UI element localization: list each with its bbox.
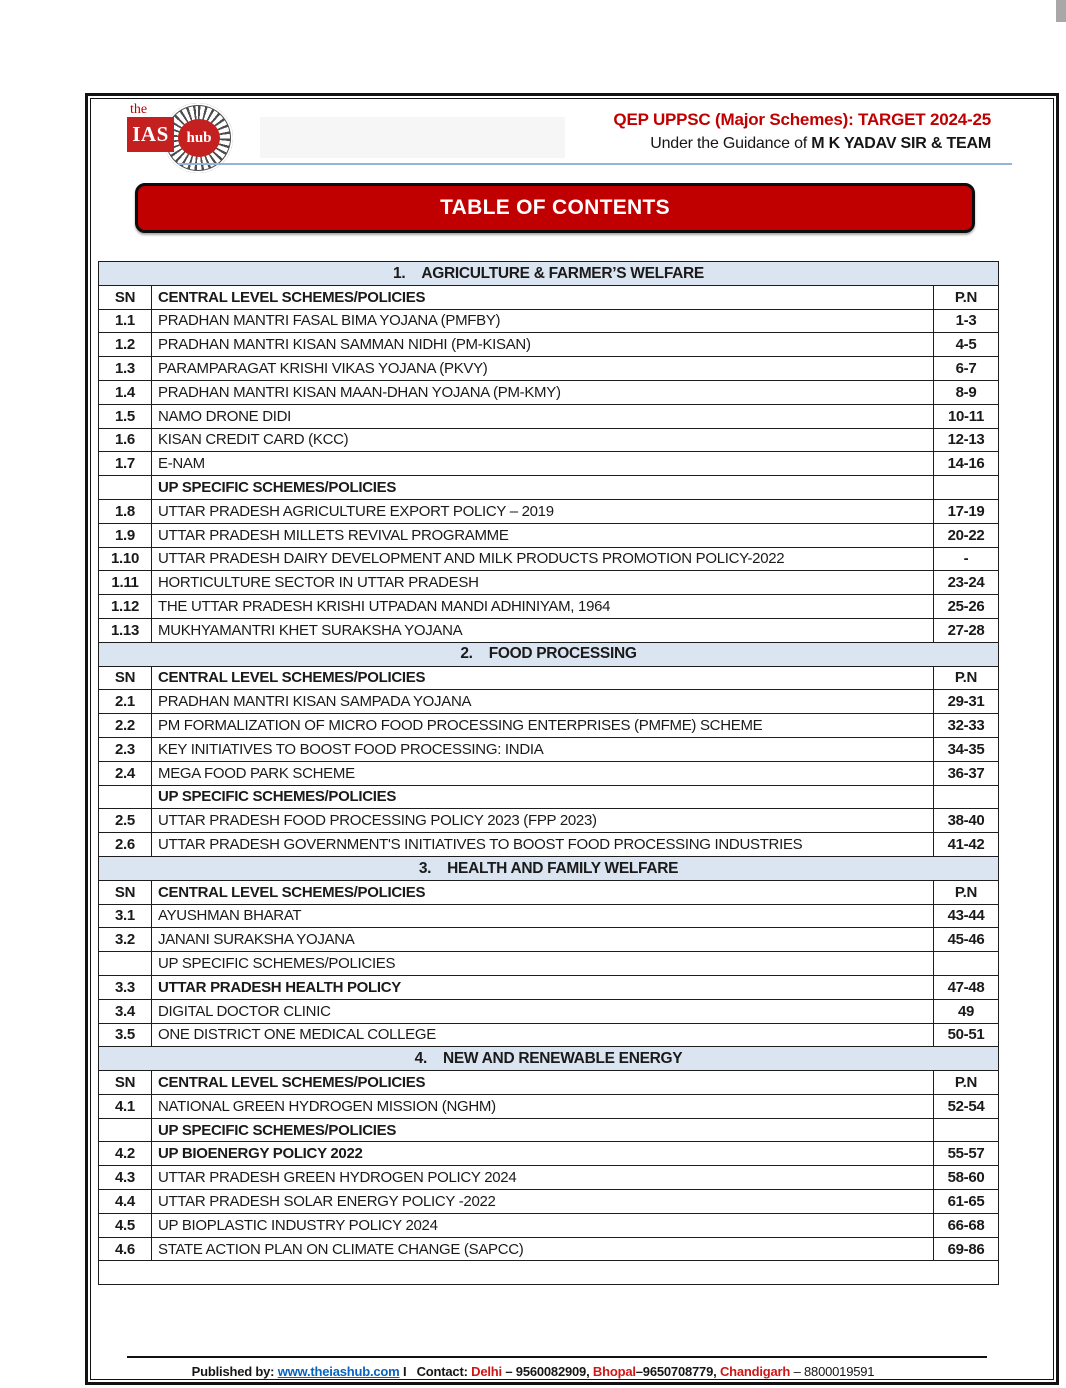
pn-cell: 50-51 <box>934 1023 999 1047</box>
toc-row <box>99 1094 999 1118</box>
pn-column-header: P.N <box>934 880 999 904</box>
sn-cell: 1.8 <box>99 499 152 523</box>
scheme-cell: PRADHAN MANTRI KISAN MAAN-DHAN YOJANA (PM-KMY) <box>152 380 934 404</box>
toc-row <box>99 714 999 738</box>
subheader-row <box>99 952 999 976</box>
section-title-cell <box>99 642 999 666</box>
section-title: AGRICULTURE & FARMER’S WELFARE <box>421 264 704 282</box>
toc-table <box>98 261 999 1285</box>
section-number: 1. <box>393 264 406 282</box>
scheme-cell: KEY INITIATIVES TO BOOST FOOD PROCESSING: INDIA <box>152 737 934 761</box>
footer-text-run: I <box>399 1364 410 1379</box>
section-title-cell <box>99 856 999 880</box>
empty-bottom-cell <box>99 1261 999 1285</box>
pn-cell: 27-28 <box>934 618 999 642</box>
scheme-cell: UTTAR PRADESH GREEN HYDROGEN POLICY 2024 <box>152 1166 934 1190</box>
sn-cell: 1.9 <box>99 523 152 547</box>
column-header-row <box>99 285 999 309</box>
scheme-column-header: CENTRAL LEVEL SCHEMES/POLICIES <box>152 666 934 690</box>
column-header-row <box>99 666 999 690</box>
course-title: QEP UPPSC (Major Schemes): TARGET 2024-25 <box>613 110 991 129</box>
toc-banner-title: TABLE OF CONTENTS <box>440 196 670 219</box>
toc-row <box>99 428 999 452</box>
header-shaded-cell <box>260 117 565 158</box>
toc-row <box>99 380 999 404</box>
toc-row <box>99 523 999 547</box>
subheader-row <box>99 785 999 809</box>
toc-row <box>99 928 999 952</box>
section-number: 3. <box>418 859 432 877</box>
section-header-row <box>99 1047 999 1071</box>
section-header-row <box>99 856 999 880</box>
scheme-column-header: CENTRAL LEVEL SCHEMES/POLICIES <box>152 285 934 309</box>
toc-row <box>99 499 999 523</box>
pn-cell: 55-57 <box>934 1142 999 1166</box>
scheme-cell: JANANI SURAKSHA YOJANA <box>152 928 934 952</box>
toc-row <box>99 309 999 333</box>
toc-row <box>99 761 999 785</box>
pn-cell: 45-46 <box>934 928 999 952</box>
logo-ias-box: IAS <box>127 117 174 152</box>
footer-city-label: Delhi <box>471 1364 506 1379</box>
scheme-cell: UP SPECIFIC SCHEMES/POLICIES <box>152 1118 934 1142</box>
sn-cell <box>99 952 152 976</box>
sn-cell: 4.2 <box>99 1142 152 1166</box>
footer-text-run: Contact: <box>409 1364 472 1379</box>
column-header-row <box>99 1071 999 1095</box>
section-number: 2. <box>460 645 473 663</box>
scheme-column-header: CENTRAL LEVEL SCHEMES/POLICIES <box>152 1071 934 1095</box>
footer-city-label: Bhopal <box>592 1364 636 1379</box>
pn-cell: 52-54 <box>934 1094 999 1118</box>
sn-cell: 1.3 <box>99 357 152 381</box>
scheme-cell: PRADHAN MANTRI KISAN SAMPADA YOJANA <box>152 690 934 714</box>
sn-cell: 1.1 <box>99 309 152 333</box>
toc-row <box>99 1023 999 1047</box>
sn-cell: 2.4 <box>99 761 152 785</box>
pn-cell: 61-65 <box>934 1190 999 1214</box>
pn-cell: 34-35 <box>934 737 999 761</box>
scheme-cell: UTTAR PRADESH MILLETS REVIVAL PROGRAMME <box>152 523 934 547</box>
column-header-row <box>99 880 999 904</box>
pn-cell: 8-9 <box>934 380 999 404</box>
pn-cell: 38-40 <box>934 809 999 833</box>
scheme-cell: UTTAR PRADESH FOOD PROCESSING POLICY 2023 (FPP 2023) <box>152 809 934 833</box>
guidance-prefix: Under the Guidance of <box>650 135 812 152</box>
logo-the-label: the <box>130 102 148 117</box>
pn-cell: 1-3 <box>934 309 999 333</box>
toc-row <box>99 618 999 642</box>
pn-cell: 66-68 <box>934 1213 999 1237</box>
pn-cell: 17-19 <box>934 499 999 523</box>
sn-cell <box>99 1118 152 1142</box>
pn-cell: 4-5 <box>934 333 999 357</box>
scheme-cell: MEGA FOOD PARK SCHEME <box>152 761 934 785</box>
pn-cell: 32-33 <box>934 714 999 738</box>
toc-row <box>99 1142 999 1166</box>
pn-cell: 41-42 <box>934 833 999 857</box>
sn-cell: 1.6 <box>99 428 152 452</box>
scheme-column-header: CENTRAL LEVEL SCHEMES/POLICIES <box>152 880 934 904</box>
sn-cell: 4.1 <box>99 1094 152 1118</box>
sn-cell: 3.2 <box>99 928 152 952</box>
sn-cell: 2.1 <box>99 690 152 714</box>
scheme-cell: HORTICULTURE SECTOR IN UTTAR PRADESH <box>152 571 934 595</box>
footer-publisher-line <box>0 1364 1066 1379</box>
toc-row <box>99 547 999 571</box>
sn-cell: 1.13 <box>99 618 152 642</box>
sn-cell: 4.6 <box>99 1237 152 1261</box>
pn-cell: 69-86 <box>934 1237 999 1261</box>
section-title-cell <box>99 1047 999 1071</box>
pn-cell <box>934 785 999 809</box>
sn-cell: 1.7 <box>99 452 152 476</box>
scheme-cell: KISAN CREDIT CARD (KCC) <box>152 428 934 452</box>
sn-cell: 1.10 <box>99 547 152 571</box>
scrollbar-thumb[interactable] <box>1056 0 1066 22</box>
sn-cell <box>99 785 152 809</box>
scheme-cell: UP SPECIFIC SCHEMES/POLICIES <box>152 785 934 809</box>
section-header-row <box>99 262 999 286</box>
sn-cell: 1.11 <box>99 571 152 595</box>
toc-row <box>99 452 999 476</box>
scheme-cell: PRADHAN MANTRI KISAN SAMMAN NIDHI (PM-KISAN) <box>152 333 934 357</box>
sn-cell: 2.3 <box>99 737 152 761</box>
scheme-cell: MUKHYAMANTRI KHET SURAKSHA YOJANA <box>152 618 934 642</box>
scheme-cell: NAMO DRONE DIDI <box>152 404 934 428</box>
sn-cell: 1.12 <box>99 595 152 619</box>
sn-cell: 3.1 <box>99 904 152 928</box>
toc-row <box>99 1213 999 1237</box>
section-title: NEW AND RENEWABLE ENERGY <box>442 1049 683 1067</box>
sn-column-header: SN <box>99 1071 152 1095</box>
pn-cell: 20-22 <box>934 523 999 547</box>
toc-banner <box>135 183 975 233</box>
scheme-cell: DIGITAL DOCTOR CLINIC <box>152 999 934 1023</box>
guidance-line <box>650 135 991 153</box>
scheme-cell: UP SPECIFIC SCHEMES/POLICIES <box>152 952 934 976</box>
section-title: FOOD PROCESSING <box>488 645 637 663</box>
sn-cell: 2.2 <box>99 714 152 738</box>
section-header-row <box>99 642 999 666</box>
scheme-cell: E-NAM <box>152 452 934 476</box>
pn-cell: 25-26 <box>934 595 999 619</box>
sn-cell: 1.5 <box>99 404 152 428</box>
scheme-cell: STATE ACTION PLAN ON CLIMATE CHANGE (SAPCC) <box>152 1237 934 1261</box>
scheme-cell: UTTAR PRADESH SOLAR ENERGY POLICY -2022 <box>152 1190 934 1214</box>
footer-website-link[interactable]: www.theiashub.com <box>277 1364 400 1379</box>
pn-cell: 29-31 <box>934 690 999 714</box>
footer-text-run: – 8800019591 <box>793 1364 875 1379</box>
empty-bottom-row <box>99 1261 999 1285</box>
sn-column-header: SN <box>99 666 152 690</box>
toc-row <box>99 1166 999 1190</box>
sn-cell: 2.6 <box>99 833 152 857</box>
footer-divider-rule <box>127 1356 987 1358</box>
sn-cell <box>99 476 152 500</box>
pn-cell: 14-16 <box>934 452 999 476</box>
section-title-cell <box>99 262 999 286</box>
pn-cell: 47-48 <box>934 975 999 999</box>
toc-row <box>99 571 999 595</box>
footer-text-run: Published by: <box>191 1364 278 1379</box>
pn-cell: 43-44 <box>934 904 999 928</box>
pn-cell: 49 <box>934 999 999 1023</box>
toc-row <box>99 595 999 619</box>
toc-row <box>99 737 999 761</box>
sn-cell: 3.5 <box>99 1023 152 1047</box>
scheme-cell: PM FORMALIZATION OF MICRO FOOD PROCESSING ENTERPRISES (PMFME) SCHEME <box>152 714 934 738</box>
sn-cell: 4.3 <box>99 1166 152 1190</box>
pn-cell: 36-37 <box>934 761 999 785</box>
toc-row <box>99 404 999 428</box>
pn-cell: - <box>934 547 999 571</box>
sn-cell: 1.4 <box>99 380 152 404</box>
header-divider-rule <box>178 163 1012 165</box>
scheme-cell: UTTAR PRADESH AGRICULTURE EXPORT POLICY – 2019 <box>152 499 934 523</box>
scheme-cell: UTTAR PRADESH GOVERNMENT'S INITIATIVES TO BOOST FOOD PROCESSING INDUSTRIES <box>152 833 934 857</box>
pn-cell <box>934 952 999 976</box>
scheme-cell: UTTAR PRADESH DAIRY DEVELOPMENT AND MILK PRODUCTS PROMOTION POLICY-2022 <box>152 547 934 571</box>
scheme-cell: PRADHAN MANTRI FASAL BIMA YOJANA (PMFBY) <box>152 309 934 333</box>
scheme-cell: NATIONAL GREEN HYDROGEN MISSION (NGHM) <box>152 1094 934 1118</box>
pn-column-header: P.N <box>934 285 999 309</box>
sn-cell: 3.4 <box>99 999 152 1023</box>
scheme-cell: ONE DISTRICT ONE MEDICAL COLLEGE <box>152 1023 934 1047</box>
sn-cell: 4.4 <box>99 1190 152 1214</box>
footer-city-label: Chandigarh <box>719 1364 794 1379</box>
sn-cell: 2.5 <box>99 809 152 833</box>
toc-row <box>99 809 999 833</box>
footer-text-run: –9650708779, <box>635 1364 720 1379</box>
toc-row <box>99 357 999 381</box>
toc-row <box>99 999 999 1023</box>
sn-column-header: SN <box>99 880 152 904</box>
scheme-cell: UP BIOPLASTIC INDUSTRY POLICY 2024 <box>152 1213 934 1237</box>
pn-cell: 12-13 <box>934 428 999 452</box>
pn-cell <box>934 476 999 500</box>
section-title: HEALTH AND FAMILY WELFARE <box>447 859 679 877</box>
pn-column-header: P.N <box>934 666 999 690</box>
sn-cell: 3.3 <box>99 975 152 999</box>
scheme-cell: UP BIOENERGY POLICY 2022 <box>152 1142 934 1166</box>
subheader-row <box>99 476 999 500</box>
toc-row <box>99 333 999 357</box>
subheader-row <box>99 1118 999 1142</box>
scheme-cell: AYUSHMAN BHARAT <box>152 904 934 928</box>
scheme-cell: UTTAR PRADESH HEALTH POLICY <box>152 975 934 999</box>
pn-cell: 23-24 <box>934 571 999 595</box>
sn-cell: 4.5 <box>99 1213 152 1237</box>
toc-row <box>99 975 999 999</box>
scheme-cell: UP SPECIFIC SCHEMES/POLICIES <box>152 476 934 500</box>
logo-hub-badge: hub <box>178 119 220 157</box>
sn-column-header: SN <box>99 285 152 309</box>
sn-cell: 1.2 <box>99 333 152 357</box>
guidance-name: M K YADAV SIR & TEAM <box>811 135 991 152</box>
toc-row <box>99 1237 999 1261</box>
scheme-cell: THE UTTAR PRADESH KRISHI UTPADAN MANDI ADHINIYAM, 1964 <box>152 595 934 619</box>
toc-row <box>99 904 999 928</box>
pn-cell: 10-11 <box>934 404 999 428</box>
toc-row <box>99 833 999 857</box>
pn-column-header: P.N <box>934 1071 999 1095</box>
footer-text-run: – 9560082909, <box>505 1364 593 1379</box>
toc-row <box>99 690 999 714</box>
scheme-cell: PARAMPARAGAT KRISHI VIKAS YOJANA (PKVY) <box>152 357 934 381</box>
toc-row <box>99 1190 999 1214</box>
pn-cell: 58-60 <box>934 1166 999 1190</box>
pn-cell: 6-7 <box>934 357 999 381</box>
pn-cell <box>934 1118 999 1142</box>
section-number: 4. <box>414 1049 427 1067</box>
